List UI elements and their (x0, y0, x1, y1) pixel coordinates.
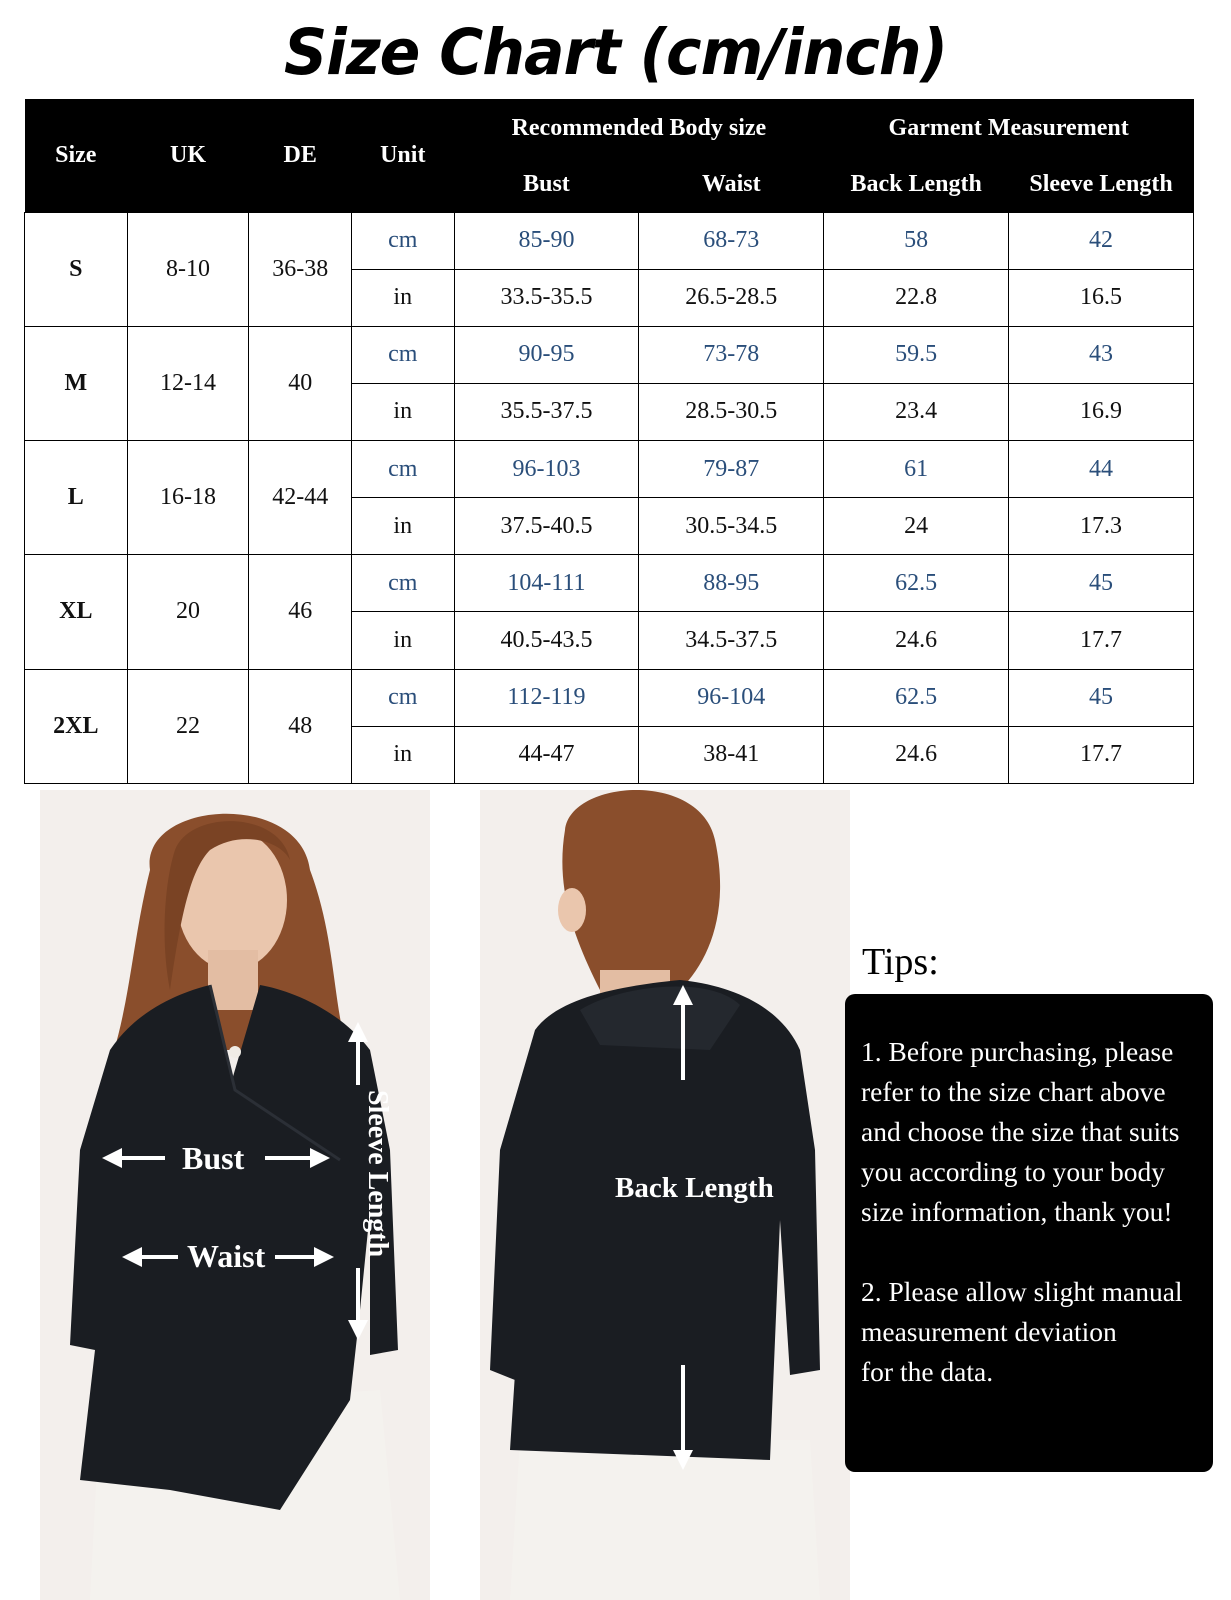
de-cell: 40 (249, 326, 352, 440)
header-waist: Waist (639, 157, 824, 212)
back-length-cell: 62.5 (824, 669, 1009, 726)
sleeve-length-cell: 45 (1009, 555, 1194, 612)
header-size: Size (25, 99, 128, 212)
bust-label: Bust (182, 1140, 245, 1176)
uk-cell: 12-14 (127, 326, 249, 440)
back-length-cell: 24.6 (824, 612, 1009, 669)
waist-cell: 26.5-28.5 (639, 269, 824, 326)
de-cell: 46 (249, 555, 352, 669)
back-length-cell: 24.6 (824, 726, 1009, 783)
tip-1: 1. Before purchasing, please refer to the size chart above and choose the size that suits you according to your body size information, thank you! (861, 1036, 1180, 1227)
size-chart-title: Size Chart (cm/inch) (283, 16, 948, 90)
waist-cell: 34.5-37.5 (639, 612, 824, 669)
waist-cell: 88-95 (639, 555, 824, 612)
table-row (25, 326, 1194, 383)
sleeve-length-cell: 16.5 (1009, 269, 1194, 326)
back-length-cell: 24 (824, 498, 1009, 555)
unit-cell: cm (351, 555, 454, 612)
size-cell: M (25, 326, 128, 440)
sleeve-length-cell: 45 (1009, 669, 1194, 726)
bust-cell: 85-90 (454, 212, 639, 269)
tip-2-line: measurement deviation (861, 1316, 1117, 1347)
unit-cell: in (351, 269, 454, 326)
sleeve-length-cell: 16.9 (1009, 383, 1194, 440)
tips-box (845, 994, 1213, 1472)
unit-cell: cm (351, 441, 454, 498)
header-de: DE (249, 99, 352, 212)
header-recommended-body-size: Recommended Body size (454, 99, 824, 157)
uk-cell: 20 (127, 555, 249, 669)
unit-cell: cm (351, 212, 454, 269)
header-back-length: Back Length (824, 157, 1009, 212)
tips-heading: Tips: (862, 941, 939, 983)
waist-cell: 28.5-30.5 (639, 383, 824, 440)
header-unit: Unit (351, 99, 454, 212)
header-bust: Bust (454, 157, 639, 212)
uk-cell: 16-18 (127, 441, 249, 555)
bust-cell: 35.5-37.5 (454, 383, 639, 440)
uk-cell: 8-10 (127, 212, 249, 326)
bust-cell: 44-47 (454, 726, 639, 783)
header-uk: UK (127, 99, 249, 212)
unit-cell: cm (351, 326, 454, 383)
bust-cell: 96-103 (454, 441, 639, 498)
front-model-photo (40, 790, 430, 1600)
sleeve-length-cell: 44 (1009, 441, 1194, 498)
waist-cell: 73-78 (639, 326, 824, 383)
bust-cell: 112-119 (454, 669, 639, 726)
tip-2-line: 2. Please allow slight manual (861, 1276, 1183, 1307)
size-cell: L (25, 441, 128, 555)
table-row (25, 441, 1194, 498)
back-length-cell: 23.4 (824, 383, 1009, 440)
size-cell: S (25, 212, 128, 326)
back-length-cell: 58 (824, 212, 1009, 269)
de-cell: 42-44 (249, 441, 352, 555)
sleeve-length-cell: 42 (1009, 212, 1194, 269)
tip-2-line: for the data. (861, 1356, 994, 1387)
waist-cell: 68-73 (639, 212, 824, 269)
sleeve-length-cell: 43 (1009, 326, 1194, 383)
sleeve-length-cell: 17.3 (1009, 498, 1194, 555)
header-garment-measurement: Garment Measurement (824, 99, 1194, 157)
uk-cell: 22 (127, 669, 249, 783)
size-cell: 2XL (25, 669, 128, 783)
unit-cell: in (351, 726, 454, 783)
waist-cell: 79-87 (639, 441, 824, 498)
table-row (25, 669, 1194, 726)
size-chart-table (24, 99, 1194, 784)
size-cell: XL (25, 555, 128, 669)
unit-cell: cm (351, 669, 454, 726)
sleeve-length-cell: 17.7 (1009, 726, 1194, 783)
waist-cell: 30.5-34.5 (639, 498, 824, 555)
unit-cell: in (351, 612, 454, 669)
waist-cell: 96-104 (639, 669, 824, 726)
bust-cell: 40.5-43.5 (454, 612, 639, 669)
back-length-cell: 61 (824, 441, 1009, 498)
table-row (25, 555, 1194, 612)
bust-cell: 104-111 (454, 555, 639, 612)
bust-cell: 37.5-40.5 (454, 498, 639, 555)
sleeve-length-label: Sleeve Length (362, 1090, 393, 1258)
sleeve-length-cell: 17.7 (1009, 612, 1194, 669)
de-cell: 48 (249, 669, 352, 783)
bust-cell: 90-95 (454, 326, 639, 383)
unit-cell: in (351, 498, 454, 555)
back-length-cell: 22.8 (824, 269, 1009, 326)
table-row (25, 212, 1194, 269)
waist-cell: 38-41 (639, 726, 824, 783)
de-cell: 36-38 (249, 212, 352, 326)
back-length-cell: 62.5 (824, 555, 1009, 612)
header-sleeve-length: Sleeve Length (1009, 157, 1194, 212)
back-model-photo (480, 790, 850, 1600)
unit-cell: in (351, 383, 454, 440)
tip-2 (861, 1272, 1213, 1392)
bust-cell: 33.5-35.5 (454, 269, 639, 326)
back-length-label: Back Length (615, 1172, 774, 1204)
waist-label: Waist (187, 1238, 266, 1274)
back-length-cell: 59.5 (824, 326, 1009, 383)
